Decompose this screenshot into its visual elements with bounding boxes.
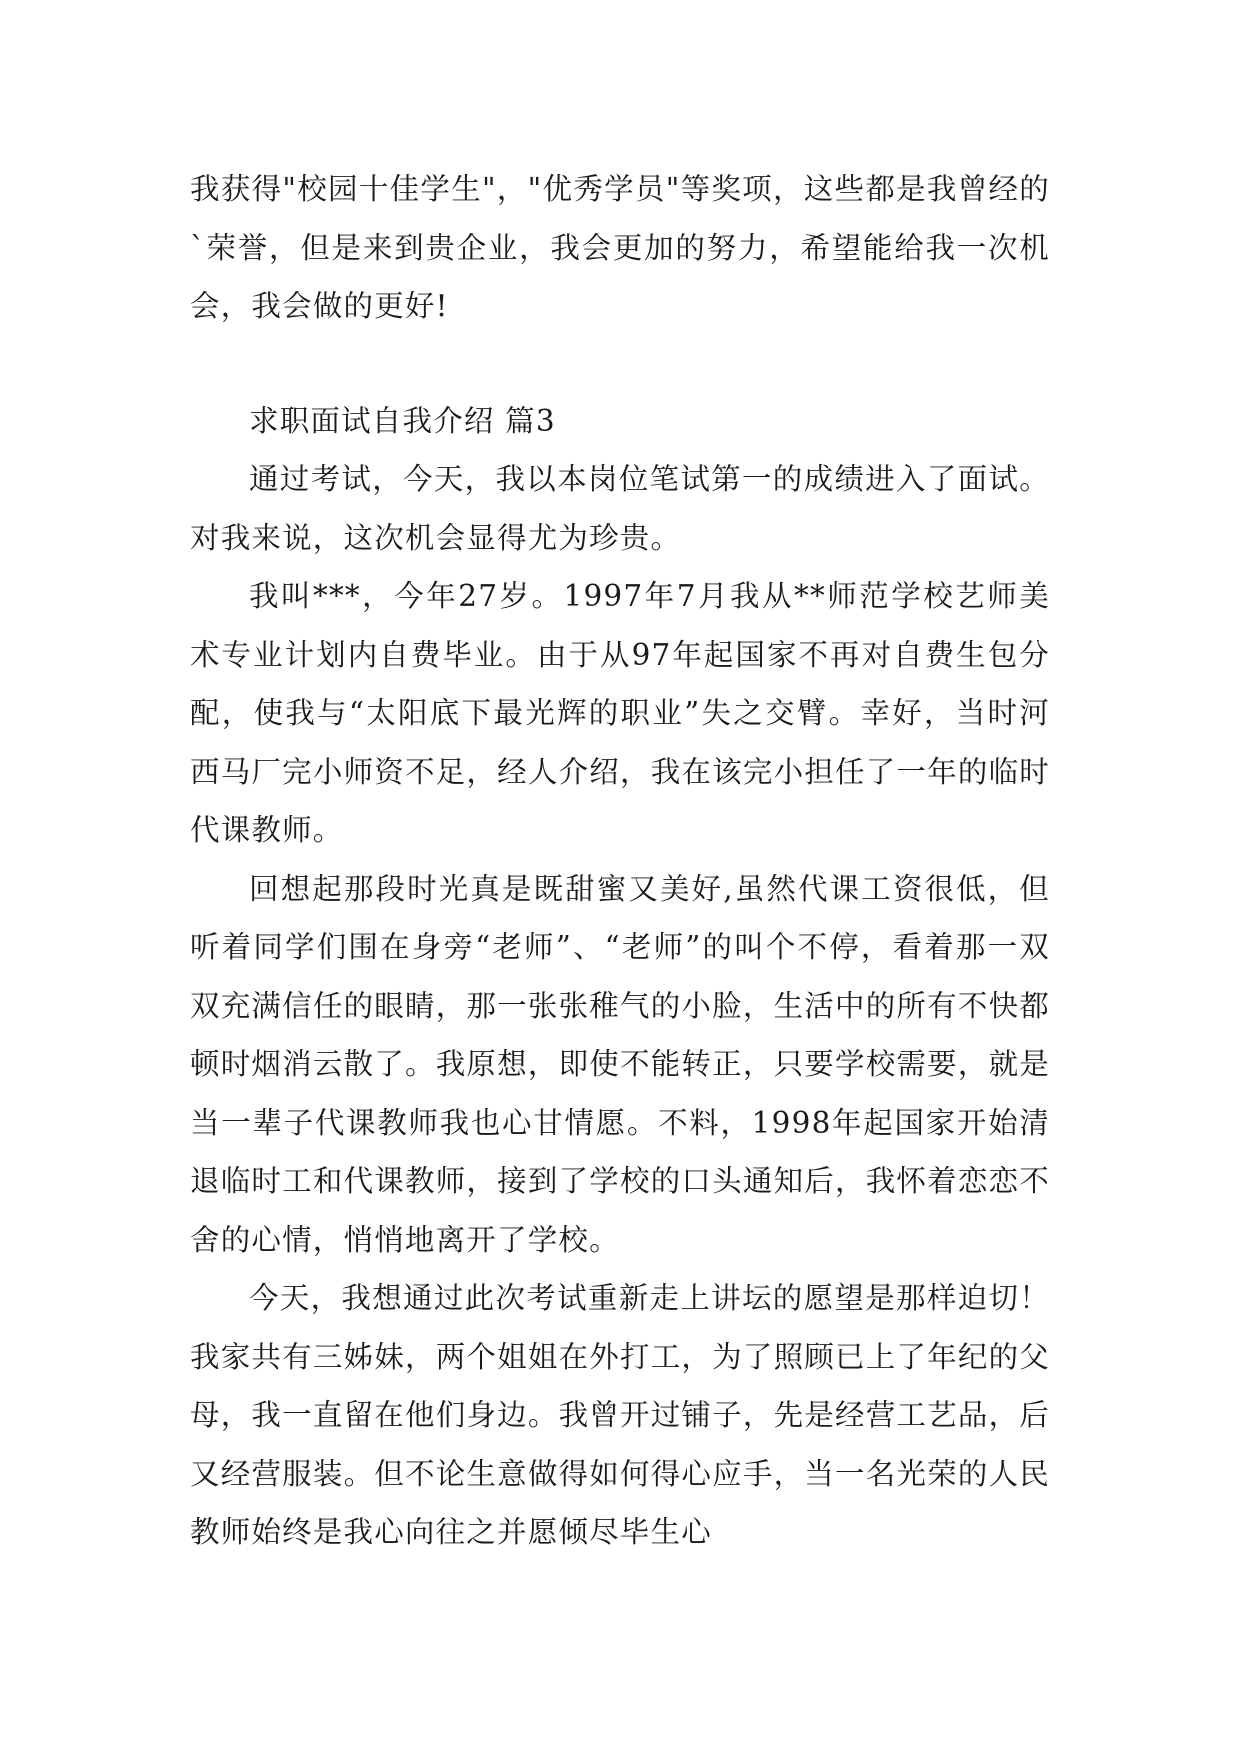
paragraph-3: 回想起那段时光真是既甜蜜又美好,虽然代课工资很低，但听着同学们围在身旁“老师”、“老师”的叫个不停，看着那一双双充满信任的眼睛，那一张张稚气的小脸，生活中的所有不快都顿时烟消云散了。我原想，即使不能转正，只要学校需要，就是当一辈子代课教师我也心甘情愿。不料，1998年起国家开始清退临时工和代课教师，接到了学校的口头通知后，我怀着恋恋不舍的心情，悄悄地离开了学校。 bbox=[190, 871, 1050, 1257]
document-body bbox=[190, 160, 1050, 1562]
paragraph-2: 我叫***，今年27岁。1997年7月我从**师范学校艺师美术专业计划内自费毕业。由于从97年起国家不再对自费生包分配，使我与“太阳底下最光辉的职业”失之交臂。幸好，当时河西马厂完小师资不足，经人介绍，我在该完小担任了一年的临时代课教师。 bbox=[190, 579, 1050, 847]
continuation-paragraph: 我获得"校园十佳学生"，"优秀学员"等奖项，这些都是我曾经的`荣誉，但是来到贵企业，我会更加的努力，希望能给我一次机会，我会做的更好! bbox=[190, 172, 1050, 323]
paragraph-1: 通过考试，今天，我以本岗位笔试第一的成绩进入了面试。对我来说，这次机会显得尤为珍贵。 bbox=[190, 462, 1050, 555]
paragraph-4: 今天，我想通过此次考试重新走上讲坛的愿望是那样迫切！我家共有三姊妹，两个姐姐在外打工，为了照顾已上了年纪的父母，我一直留在他们身边。我曾开过铺子，先是经营工艺品，后又经营服装。但不论生意做得如何得心应手，当一名光荣的人民教师始终是我心向往之并愿倾尽毕生心 bbox=[190, 1281, 1050, 1549]
section-heading: 求职面试自我介绍 篇3 bbox=[249, 403, 556, 438]
